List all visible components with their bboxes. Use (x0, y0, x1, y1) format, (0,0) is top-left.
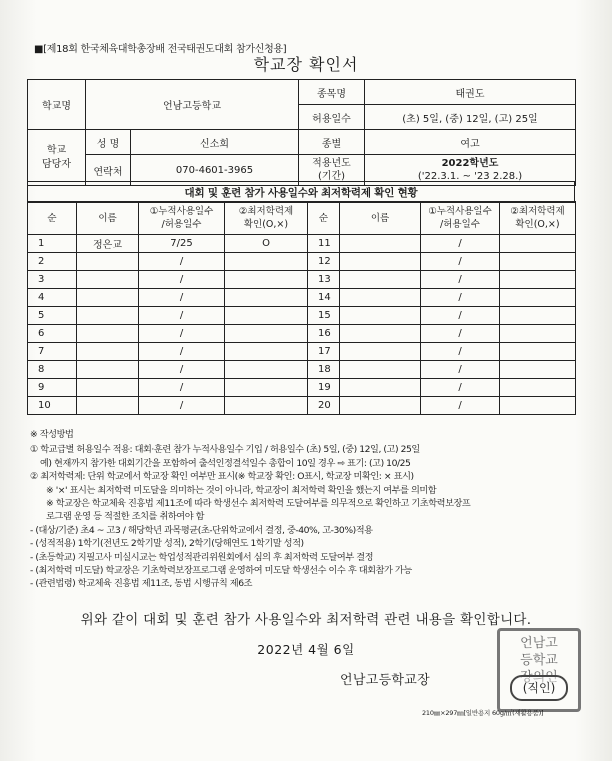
official-seal: 언남고 등학교 장의인 (직인) (497, 628, 581, 712)
manager-label: 학교 담당자 (28, 130, 86, 186)
cell-days: / (139, 307, 225, 325)
allowed-days-value: (초) 5일, (중) 12일, (고) 25일 (365, 105, 576, 130)
table-row (28, 361, 576, 379)
cell-days: / (139, 271, 225, 289)
cell-min (500, 307, 576, 325)
cell-min (225, 379, 308, 397)
usage-header-row (28, 202, 576, 235)
cell-no: 18 (308, 361, 340, 379)
principal-name: 언남고등학교장 (340, 673, 431, 688)
cell-no: 8 (28, 361, 77, 379)
cell-min (225, 307, 308, 325)
cell-name (340, 253, 421, 271)
cell-name (77, 253, 139, 271)
note-line: - (관련법령) 학교체육 진흥법 제11조, 동법 시행규칙 제6조 (30, 578, 253, 590)
paper-spec: 210㎜×297㎜[일반용지 60g/㎡(재활용품)] (422, 709, 544, 717)
sport-label: 종목명 (299, 80, 365, 105)
cell-name (340, 307, 421, 325)
period-label: 적용년도 (기간) (299, 155, 365, 186)
note-line: - (최저학력 미도달) 학교장은 기초학력보장프로그램 운영하여 미도달 학생선수 이수 후 대회참가 가능 (30, 565, 412, 577)
cell-no: 16 (308, 325, 340, 343)
cell-name (340, 271, 421, 289)
cell-min (500, 361, 576, 379)
category-value: 여고 (365, 130, 576, 155)
cell-no: 11 (308, 235, 340, 253)
school-info-table (27, 79, 576, 186)
table-row (28, 343, 576, 361)
cell-days: / (421, 307, 500, 325)
cell-min (225, 325, 308, 343)
header-min: ②최저학력제 확인(O,×) (500, 202, 576, 235)
note-line: ※ 학교장은 학교체육 진흥법 제11조에 따라 학생선수 최저학력 도달여부를 의무적으로 확인하고 기초학력보장프 (46, 498, 471, 510)
cell-no: 17 (308, 343, 340, 361)
cell-min (500, 235, 576, 253)
cell-days: 7/25 (139, 235, 225, 253)
name-label: 성 명 (86, 130, 131, 155)
allowed-days-label: 허용일수 (299, 105, 365, 130)
period-year: 2022학년도 (441, 158, 499, 169)
cell-min (500, 379, 576, 397)
header-no: 순 (308, 202, 340, 235)
seal-stamp-label: (직인) (510, 675, 568, 701)
usage-section-title-box (27, 181, 575, 203)
cell-no: 4 (28, 289, 77, 307)
cell-no: 6 (28, 325, 77, 343)
cell-days: / (421, 271, 500, 289)
cell-days: / (139, 253, 225, 271)
header-name: 이름 (340, 202, 421, 235)
contact-value: 070-4601-3965 (131, 155, 299, 186)
cell-no: 5 (28, 307, 77, 325)
cell-no: 9 (28, 379, 77, 397)
cell-min (225, 343, 308, 361)
cell-name (77, 271, 139, 289)
form-header: ■[제18회 한국체육대학총장배 전국태권도대회 참가신청용] (34, 44, 287, 55)
cell-name (77, 289, 139, 307)
note-line: - (성적적용) 1학기(전년도 2학기말 성적), 2학기(당해연도 1학기말 성적) (30, 538, 304, 550)
cell-no: 20 (308, 397, 340, 415)
cell-min (225, 361, 308, 379)
cell-days: / (421, 235, 500, 253)
table-row (28, 379, 576, 397)
cell-name (340, 289, 421, 307)
cell-min (500, 271, 576, 289)
cell-days: / (421, 343, 500, 361)
school-label: 학교명 (28, 80, 86, 130)
header-min: ②최저학력제 확인(O,×) (225, 202, 308, 235)
cell-days: / (421, 325, 500, 343)
table-row (28, 325, 576, 343)
cell-days: / (421, 289, 500, 307)
header-name: 이름 (77, 202, 139, 235)
section-title: 대회 및 훈련 참가 사용일수와 최저학력제 확인 현황 (28, 182, 575, 203)
cell-min (500, 289, 576, 307)
cell-days: / (421, 253, 500, 271)
cell-no: 3 (28, 271, 77, 289)
cell-min (225, 253, 308, 271)
cell-days: / (139, 379, 225, 397)
cell-name (77, 379, 139, 397)
sport-value: 태권도 (365, 80, 576, 105)
cell-name (77, 307, 139, 325)
cell-no: 15 (308, 307, 340, 325)
header-days: ①누적사용일수 /허용일수 (421, 202, 500, 235)
table-row (28, 235, 576, 253)
note-line: ① 학교급별 허용일수 적용: 대회·훈련 참가 누적사용일수 기입 / 허용일수 (초) 5일, (중) 12일, (고) 25일 (30, 444, 420, 456)
cell-min (500, 397, 576, 415)
note-line: ※ 작성방법 (30, 429, 74, 440)
cell-name (340, 361, 421, 379)
cell-days: / (421, 397, 500, 415)
cell-min (500, 325, 576, 343)
cell-no: 12 (308, 253, 340, 271)
name-value: 신소희 (131, 130, 299, 155)
header-no: 순 (28, 202, 77, 235)
table-row (28, 253, 576, 271)
cell-name: 정은교 (77, 235, 139, 253)
table-row (28, 307, 576, 325)
period-range: ('22.3.1. ~ '23 2.28.) (417, 171, 523, 182)
header-days: ①누적사용일수 /허용일수 (139, 202, 225, 235)
cell-min (500, 343, 576, 361)
cell-days: / (421, 361, 500, 379)
cell-min (225, 289, 308, 307)
category-label: 종별 (299, 130, 365, 155)
cell-days: / (139, 289, 225, 307)
cell-no: 7 (28, 343, 77, 361)
cell-min (500, 253, 576, 271)
document-title: 학교장 확인서 (253, 55, 359, 74)
cell-name (77, 397, 139, 415)
table-row (28, 397, 576, 415)
note-line: - (대상/기준) 초4 ~ 고3 / 해당학년 과목평균(초-단위학교에서 결정, 중-40%, 고-30%)적용 (30, 524, 373, 536)
note-line: ② 최저학력제: 단위 학교에서 학교장 확인 여부만 표시(※ 학교장 확인: O표시, 학교장 미확인: × 표시) (30, 471, 414, 483)
cell-days: / (139, 343, 225, 361)
cell-name (77, 361, 139, 379)
note-line: - (초등학교) 지필고사 미실시교는 학업성적관리위원회에서 심의 후 최저학력 도달여부 결정 (30, 551, 374, 563)
cell-name (340, 235, 421, 253)
issue-date: 2022년 4월 6일 (257, 642, 355, 657)
cell-name (340, 343, 421, 361)
cell-days: / (139, 325, 225, 343)
confirmation-statement: 위와 같이 대회 및 훈련 참가 사용일수와 최저학력 관련 내용을 확인합니다. (80, 612, 532, 628)
note-line: ※ '×' 표시는 최저학력 미도달을 의미하는 것이 아니라, 학교장이 최저학력 확인을 했는지 여부를 의미함 (46, 484, 437, 496)
usage-table (27, 201, 576, 415)
cell-name (340, 325, 421, 343)
cell-no: 1 (28, 235, 77, 253)
note-line: 예) 현재까지 참가한 대회기간을 포함하여 출석인정결석일수 총합이 10일 경우 ⇨ 표기: (고) 10/25 (40, 457, 411, 469)
cell-no: 19 (308, 379, 340, 397)
cell-no: 10 (28, 397, 77, 415)
cell-min (225, 397, 308, 415)
cell-min (225, 271, 308, 289)
note-line: 로그램 운영 등 적절한 조치를 취하여야 함 (46, 511, 205, 523)
cell-no: 14 (308, 289, 340, 307)
table-row (28, 271, 576, 289)
cell-name (340, 379, 421, 397)
school-value: 언남고등학교 (86, 80, 299, 130)
cell-days: / (139, 361, 225, 379)
cell-days: / (421, 379, 500, 397)
contact-label: 연락처 (86, 155, 131, 186)
cell-name (77, 325, 139, 343)
writing-instructions (30, 428, 590, 591)
cell-name (77, 343, 139, 361)
cell-name (340, 397, 421, 415)
cell-no: 2 (28, 253, 77, 271)
cell-min: O (225, 235, 308, 253)
cell-no: 13 (308, 271, 340, 289)
cell-days: / (139, 397, 225, 415)
table-row (28, 289, 576, 307)
